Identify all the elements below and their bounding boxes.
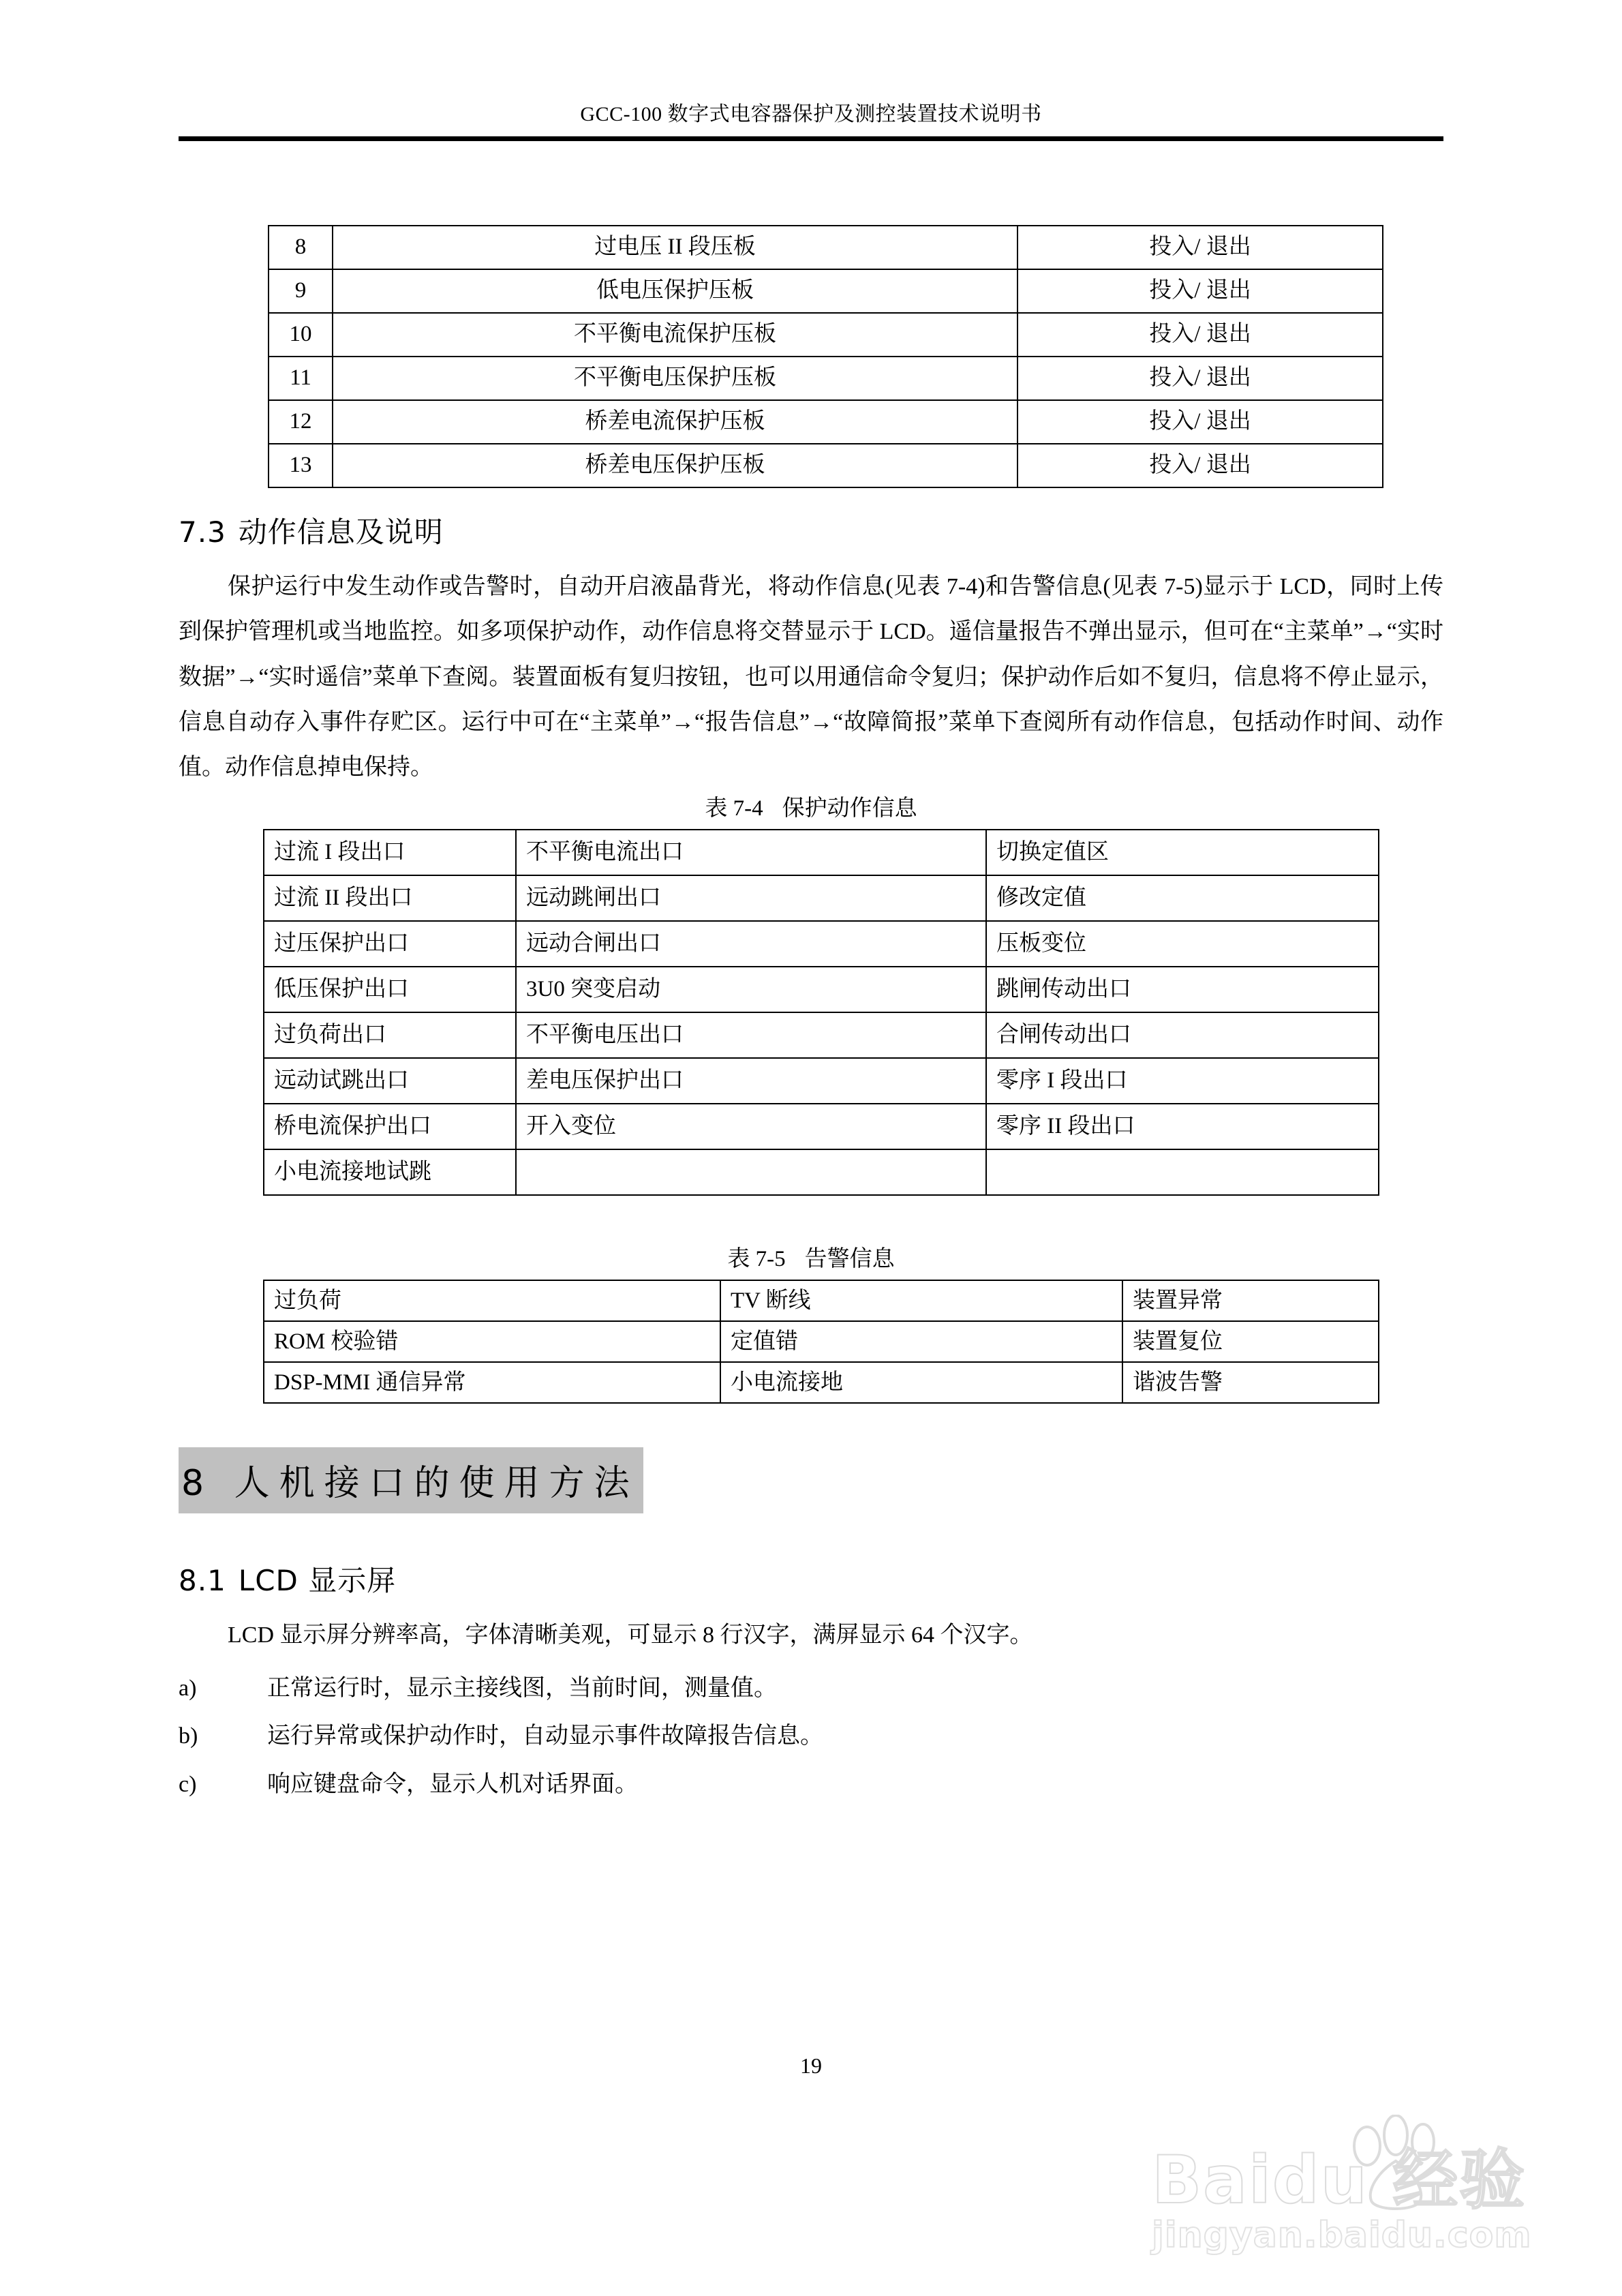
press-plate-table [268,225,1383,488]
paw-print-icon [1328,2115,1464,2217]
table-row [264,1321,1379,1362]
list-marker: a) [179,1675,197,1701]
alarm-cell: DSP-MMI 通信异常 [264,1362,720,1403]
action-cell: 不平衡电流出口 [516,830,986,875]
list-text: 运行异常或保护动作时，自动显示事件故障报告信息。 [267,1723,823,1749]
action-cell [986,1149,1379,1195]
plate-value: 投入/ 退出 [1017,444,1383,487]
press-plate-table-body [269,226,1383,487]
plate-name: 不平衡电流保护压板 [333,313,1017,357]
action-info-table [263,829,1379,1196]
running-title: GCC-100 数字式电容器保护及测控装置技术说明书 [580,103,1042,125]
action-cell: 过流 II 段出口 [264,875,516,921]
table-row [269,313,1383,357]
alarm-cell: 过负荷 [264,1280,720,1321]
alarm-cell: TV 断线 [720,1280,1122,1321]
plate-index: 8 [269,226,333,269]
plate-name: 桥差电流保护压板 [333,400,1017,444]
chapter-heading-8: 8 人机接口的使用方法 [179,1447,643,1513]
action-cell: 合闸传动出口 [986,1012,1379,1058]
action-cell: 桥电流保护出口 [264,1104,516,1149]
list-item [179,1667,1443,1711]
lcd-feature-list [179,1667,1443,1807]
table-row [264,830,1379,875]
action-cell: 过负荷出口 [264,1012,516,1058]
table-row [269,444,1383,487]
action-cell: 3U0 突变启动 [516,967,986,1012]
action-cell: 切换定值区 [986,830,1379,875]
action-cell: 过流 I 段出口 [264,830,516,875]
action-cell: 压板变位 [986,921,1379,967]
alarm-cell: 谐波告警 [1122,1362,1379,1403]
action-cell: 远动试跳出口 [264,1058,516,1104]
action-cell: 不平衡电压出口 [516,1012,986,1058]
plate-index: 10 [269,313,333,357]
table-row [264,1058,1379,1104]
table-row [264,1104,1379,1149]
list-text: 响应键盘命令，显示人机对话界面。 [267,1771,638,1797]
plate-name: 桥差电压保护压板 [333,444,1017,487]
alarm-cell: 装置复位 [1122,1321,1379,1362]
section-title: LCD 显示屏 [238,1564,397,1598]
plate-value: 投入/ 退出 [1017,269,1383,313]
page-number: 19 [800,2053,822,2078]
plate-name: 低电压保护压板 [333,269,1017,313]
table-row [269,357,1383,400]
list-text: 正常运行时，显示主接线图，当前时间，测量值。 [267,1675,777,1701]
page-content [179,225,1443,1811]
plate-index: 12 [269,400,333,444]
table-74-caption [179,790,1443,822]
plate-name: 不平衡电压保护压板 [333,357,1017,400]
alarm-cell: ROM 校验错 [264,1321,720,1362]
table-row [269,400,1383,444]
plate-value: 投入/ 退出 [1017,226,1383,269]
action-cell: 过压保护出口 [264,921,516,967]
section-number: 8.1 [179,1564,226,1598]
section-7-3-paragraph: 保护运行中发生动作或告警时，自动开启液晶背光，将动作信息(见表 7-4)和告警信息(见表 7-5)显示于 LCD，同时上传到保护管理机或当地监控。如多项保护动作，动作信息将交替显示于 LCD。遥信量报告不弹出显示，但可在“主菜单”→“实时数据”→“实时遥信”菜单下查阅。装置面板有复归按钮，也可以用通信命令复归；保护动作后如不复归，信息将不停止显示，信息自动存入事件存贮区。运行中可在“主菜单”→“报告信息”→“故障简报”菜单下查阅所有动作信息，包括动作时间、动作值。动作信息掉电保持。 [179,574,1443,781]
alarm-cell: 定值错 [720,1321,1122,1362]
action-cell: 远动合闸出口 [516,921,986,967]
table-row [269,226,1383,269]
section-8-1-paragraph: LCD 显示屏分辨率高，字体清晰美观，可显示 8 行汉字，满屏显示 64 个汉字。 [228,1622,1033,1648]
action-cell: 跳闸传动出口 [986,967,1379,1012]
table-row [264,1012,1379,1058]
list-marker: b) [179,1723,198,1749]
plate-index: 13 [269,444,333,487]
list-item [179,1715,1443,1759]
watermark-url: jingyan.baidu.com [1152,2214,1532,2256]
section-heading-7-3 [179,510,1443,551]
table-row [264,967,1379,1012]
action-cell: 远动跳闸出口 [516,875,986,921]
alarm-cell: 装置异常 [1122,1280,1379,1321]
page-header [179,102,1443,141]
section-heading-8-1 [179,1558,1443,1599]
table-row [264,921,1379,967]
action-cell [516,1149,986,1195]
plate-value: 投入/ 退出 [1017,400,1383,444]
list-marker: c) [179,1771,197,1797]
table-74-caption-title: 保护动作信息 [782,796,917,821]
action-cell: 小电流接地试跳 [264,1149,516,1195]
header-rule [179,136,1443,141]
action-cell: 修改定值 [986,875,1379,921]
plate-name: 过电压 II 段压板 [333,226,1017,269]
table-row [269,269,1383,313]
table-row [264,875,1379,921]
table-75-caption-label: 表 7-5 [727,1247,786,1272]
table-row [264,1280,1379,1321]
table-75-caption-title: 告警信息 [804,1247,895,1272]
chapter-heading-wrap [179,1447,1443,1513]
section-title: 动作信息及说明 [238,515,444,549]
action-cell: 开入变位 [516,1104,986,1149]
watermark [1152,2142,1574,2256]
table-74-caption-label: 表 7-4 [705,796,763,821]
action-cell: 差电压保护出口 [516,1058,986,1104]
alarm-cell: 小电流接地 [720,1362,1122,1403]
table-75-caption [179,1241,1443,1273]
plate-index: 9 [269,269,333,313]
list-item [179,1763,1443,1807]
action-info-table-body [264,830,1379,1195]
plate-value: 投入/ 退出 [1017,357,1383,400]
action-cell: 零序 I 段出口 [986,1058,1379,1104]
plate-value: 投入/ 退出 [1017,313,1383,357]
action-cell: 零序 II 段出口 [986,1104,1379,1149]
action-cell: 低压保护出口 [264,967,516,1012]
table-row [264,1362,1379,1403]
section-number: 7.3 [179,515,226,549]
alarm-info-table [263,1280,1379,1404]
table-row [264,1149,1379,1195]
plate-index: 11 [269,357,333,400]
alarm-info-table-body [264,1280,1379,1403]
watermark-brand: Baidu 经验 [1152,2142,1527,2219]
